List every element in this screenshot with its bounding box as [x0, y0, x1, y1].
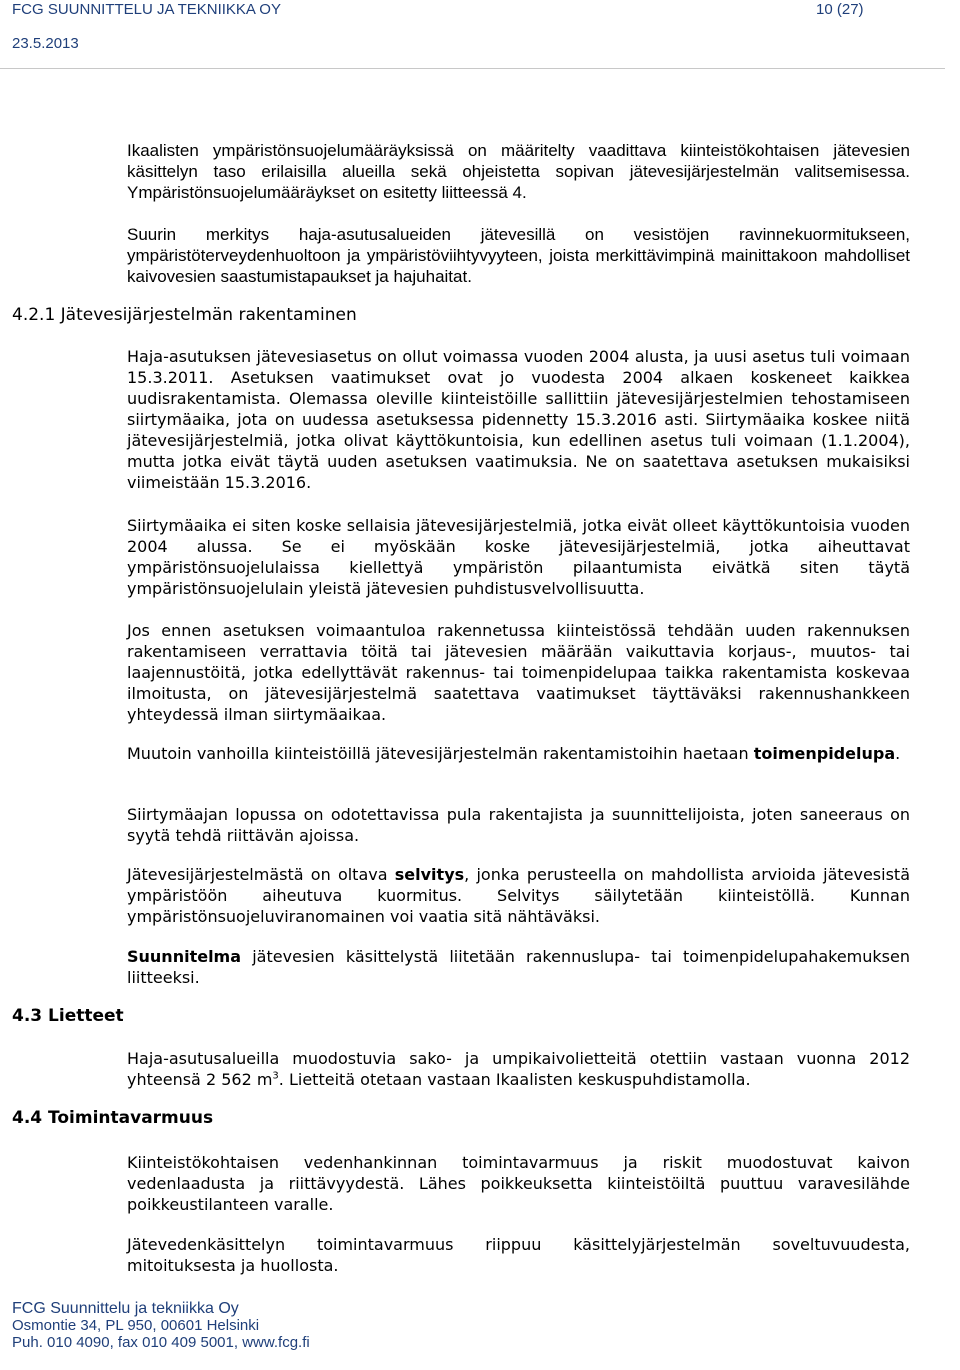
paragraph-report-start: Jätevesijärjestelmästä on oltava — [127, 865, 388, 884]
paragraph-plan — [127, 946, 910, 988]
paragraph-requirements: Ikaalisten ympäristönsuojelumääräyksissä on määritelty vaadittava kiinteistökohtaisen jätevesien käsittelyn taso erilaisilla alueilla sekä ohjeistetta sopivan jätevesijärjestelmän valitsemisessa. Ympäristönsuojelumääräykset on esitetty liitteessä 4. — [127, 141, 910, 202]
paragraph-permit-text: Muutoin vanhoilla kiinteistöillä jätevesijärjestelmän rakentamistoihin haetaan — [127, 744, 749, 763]
heading-4-3: 4.3 Lietteet — [12, 1006, 124, 1026]
paragraph-plan-rest: jätevesien käsittelystä liitetään rakennuslupa- tai toimenpidelupahakemuksen liitteeksi. — [127, 947, 910, 987]
header-company: FCG SUUNNITTELU JA TEKNIIKKA OY — [12, 1, 281, 18]
paragraph-sludge-rest: . Lietteitä otetaan vastaan Ikaalisten keskuspuhdistamolla. — [278, 1070, 751, 1089]
paragraph-plan-bold: Suunnitelma — [127, 947, 242, 966]
paragraph-sludge — [127, 1048, 910, 1090]
paragraph-report-rest: , jonka perusteella on mahdollista arvioida jätevesistä ympäristöön aiheutuva kuormitus. Selvitys säilytetään kiinteistöllä. Kunnan ympäristönsuojeluviranomainen voi vaatia sitä nähtäväksi. — [127, 865, 910, 926]
footer-contact: Puh. 010 4090, fax 010 409 5001, www.fcg.fi — [12, 1334, 310, 1351]
footer-address: Osmontie 34, PL 950, 00601 Helsinki — [12, 1317, 260, 1334]
paragraph-sludge-start: Haja-asutusalueilla muodostuvia sako- ja umpikaivolietteitä otettiin vastaan vuonna 2012 yhteensä 2 562 m — [127, 1049, 910, 1089]
page-footer — [12, 1300, 310, 1351]
paragraph-decree: Haja-asutuksen jätevesiasetus on ollut voimassa vuoden 2004 alusta, ja uusi asetus tuli voimaan 15.3.2011. Asetuksen vaatimukset ovat jo vuodesta 2004 alkaen koskeneet kaikkea uudisrakentamista. Olemassa oleville kiinteistöille sallittiin jätevesijärjestelmien tehostamiseen siirtymäaika, jota on uudessa asetuksessa pidennetty 15.3.2016 asti. Siirtymäaika koskee niitä jätevesijärjestelmiä, jotka olivat käyttökuntoisia, kun edellinen asetus tuli voimaan (1.1.2004), mutta jotka eivät täytä uuden asetuksen vaatimuksia. Ne on saatettava asetuksen mukaisiksi viimeistään 15.3.2016. — [127, 347, 910, 492]
page-header — [0, 0, 960, 70]
paragraph-wastewater-reliability: Jätevedenkäsittelyn toimintavarmuus riippuu käsittelyjärjestelmän soveltuvuudesta, mitoituksesta ja huollosta. — [127, 1235, 910, 1275]
heading-4-2-1: 4.2.1 Jätevesijärjestelmän rakentaminen — [12, 305, 357, 325]
paragraph-transition: Siirtymäaika ei siten koske sellaisia jätevesijärjestelmiä, jotka eivät olleet käyttökuntoisia vuoden 2004 alussa. Se ei myöskään koske jätevesijärjestelmiä, jotka aiheuttavat ympäristönsuojelulaissa kiellettyä ympäristön pilaantumista eivätkä siten täytä ympäristönsuojelulain yleistä jätevesien puhdistusvelvollisuutta. — [127, 516, 910, 598]
paragraph-renovation: Jos ennen asetuksen voimaantuloa rakennetussa kiinteistössä tehdään uuden rakennuksen rakentamiseen verrattavia töitä tai jätevesien määrään vaikuttavia korjaus-, muutos- tai laajennustöitä, jotka edellyttävät rakennus- tai toimenpidelupaa taikka rakentamista koskevaa ilmoitusta, on jätevesijärjestelmä saatettava vaatimukset täyttäväksi rakennushankkeen yhteydessä ilman siirtymäaikaa. — [127, 621, 910, 724]
paragraph-report-bold: selvitys — [394, 865, 465, 884]
paragraph-sludge-sup: 3 — [272, 1070, 279, 1082]
footer-company: FCG Suunnittelu ja tekniikka Oy — [12, 1300, 239, 1317]
header-date: 23.5.2013 — [12, 35, 79, 52]
paragraph-water-supply: Kiinteistökohtaisen vedenhankinnan toimintavarmuus ja riskit muodostuvat kaivon vedenlaadusta ja riittävyydestä. Lähes poikkeuksetta kiinteistöiltä puuttuu varavesilähde poikkeustilanteen varalle. — [127, 1153, 910, 1214]
header-page-number: 10 (27) — [816, 1, 864, 18]
paragraph-permit-bold: toimenpidelupa — [753, 744, 896, 763]
paragraph-permit — [127, 743, 910, 764]
paragraph-shortage: Siirtymäajan lopussa on odotettavissa pula rakentajista ja suunnittelijoista, joten saneeraus on syytä tehdä riittävän ajoissa. — [127, 805, 910, 845]
heading-4-4: 4.4 Toimintavarmuus — [12, 1108, 214, 1128]
paragraph-significance: Suurin merkitys haja-asutusalueiden jätevesillä on vesistöjen ravinnekuormitukseen, ympäristöterveydenhuoltoon ja ympäristöviihtyvyyteen, joista merkittävimpinä mainittakoon mahdolliset kaivovesien saastumistapaukset ja hajuhaitat. — [127, 225, 910, 286]
paragraph-permit-end: . — [895, 744, 901, 763]
header-divider — [0, 68, 945, 69]
paragraph-report — [127, 864, 910, 927]
